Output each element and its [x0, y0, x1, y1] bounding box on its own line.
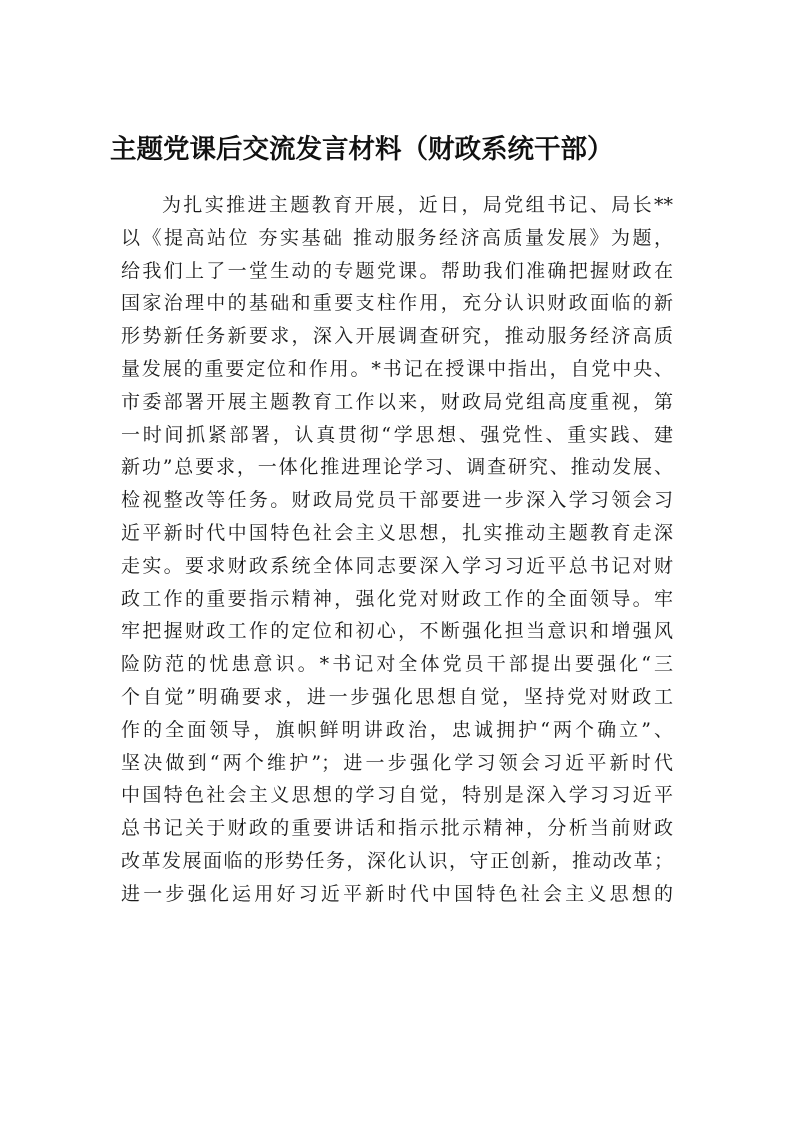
text-line: 坚决做到“两个维护”；进一步强化学习领会习近平新时代: [121, 751, 673, 774]
text-line: 进一步强化运用好习近平新时代中国特色社会主义思想的: [121, 882, 673, 905]
text-line: 总书记关于财政的重要讲话和指示批示精神，分析当前财政: [121, 817, 673, 840]
text-line: 国家治理中的基础和重要支柱作用，充分认识财政面临的新: [121, 292, 673, 315]
text-line: 中国特色社会主义思想的学习自觉，特别是深入学习习近平: [121, 784, 673, 807]
text-line: 形势新任务新要求，深入开展调查研究，推动服务经济高质: [121, 325, 673, 348]
text-line: 个自觉”明确要求，进一步强化思想自觉，坚持党对财政工: [121, 685, 673, 708]
text-line: 走实。要求财政系统全体同志要深入学习习近平总书记对财: [121, 554, 673, 577]
text-line: 改革发展面临的形势任务，深化认识，守正创新，推动改革；: [121, 849, 673, 872]
body-paragraph: [121, 189, 673, 911]
document-title: 主题党课后交流发言材料（财政系统干部）: [110, 134, 614, 165]
text-line: 市委部署开展主题教育工作以来，财政局党组高度重视，第: [121, 390, 673, 413]
text-line: 为扎实推进主题教育开展，近日，局党组书记、局长**: [162, 194, 673, 216]
text-line: 以《提高站位 夯实基础 推动服务经济高质量发展》为题，: [121, 226, 673, 249]
text-line: 一时间抓紧部署，认真贯彻“学思想、强党性、重实践、建: [121, 423, 673, 446]
text-line: 政工作的重要指示精神，强化党对财政工作的全面领导。牢: [121, 587, 673, 610]
text-line: 牢把握财政工作的定位和初心，不断强化担当意识和增强风: [121, 620, 673, 643]
text-line: 新功”总要求，一体化推进理论学习、调查研究、推动发展、: [121, 456, 673, 479]
text-line: 量发展的重要定位和作用。*书记在授课中指出，自党中央、: [121, 357, 673, 380]
text-line: 近平新时代中国特色社会主义思想，扎实推动主题教育走深: [121, 521, 673, 544]
text-line: 险防范的忧患意识。*书记对全体党员干部提出要强化“三: [121, 653, 673, 676]
text-line: 给我们上了一堂生动的专题党课。帮助我们准确把握财政在: [121, 259, 673, 282]
text-line: 作的全面领导，旗帜鲜明讲政治，忠诚拥护“两个确立”、: [121, 718, 673, 741]
text-line: 检视整改等任务。财政局党员干部要进一步深入学习领会习: [121, 489, 673, 512]
